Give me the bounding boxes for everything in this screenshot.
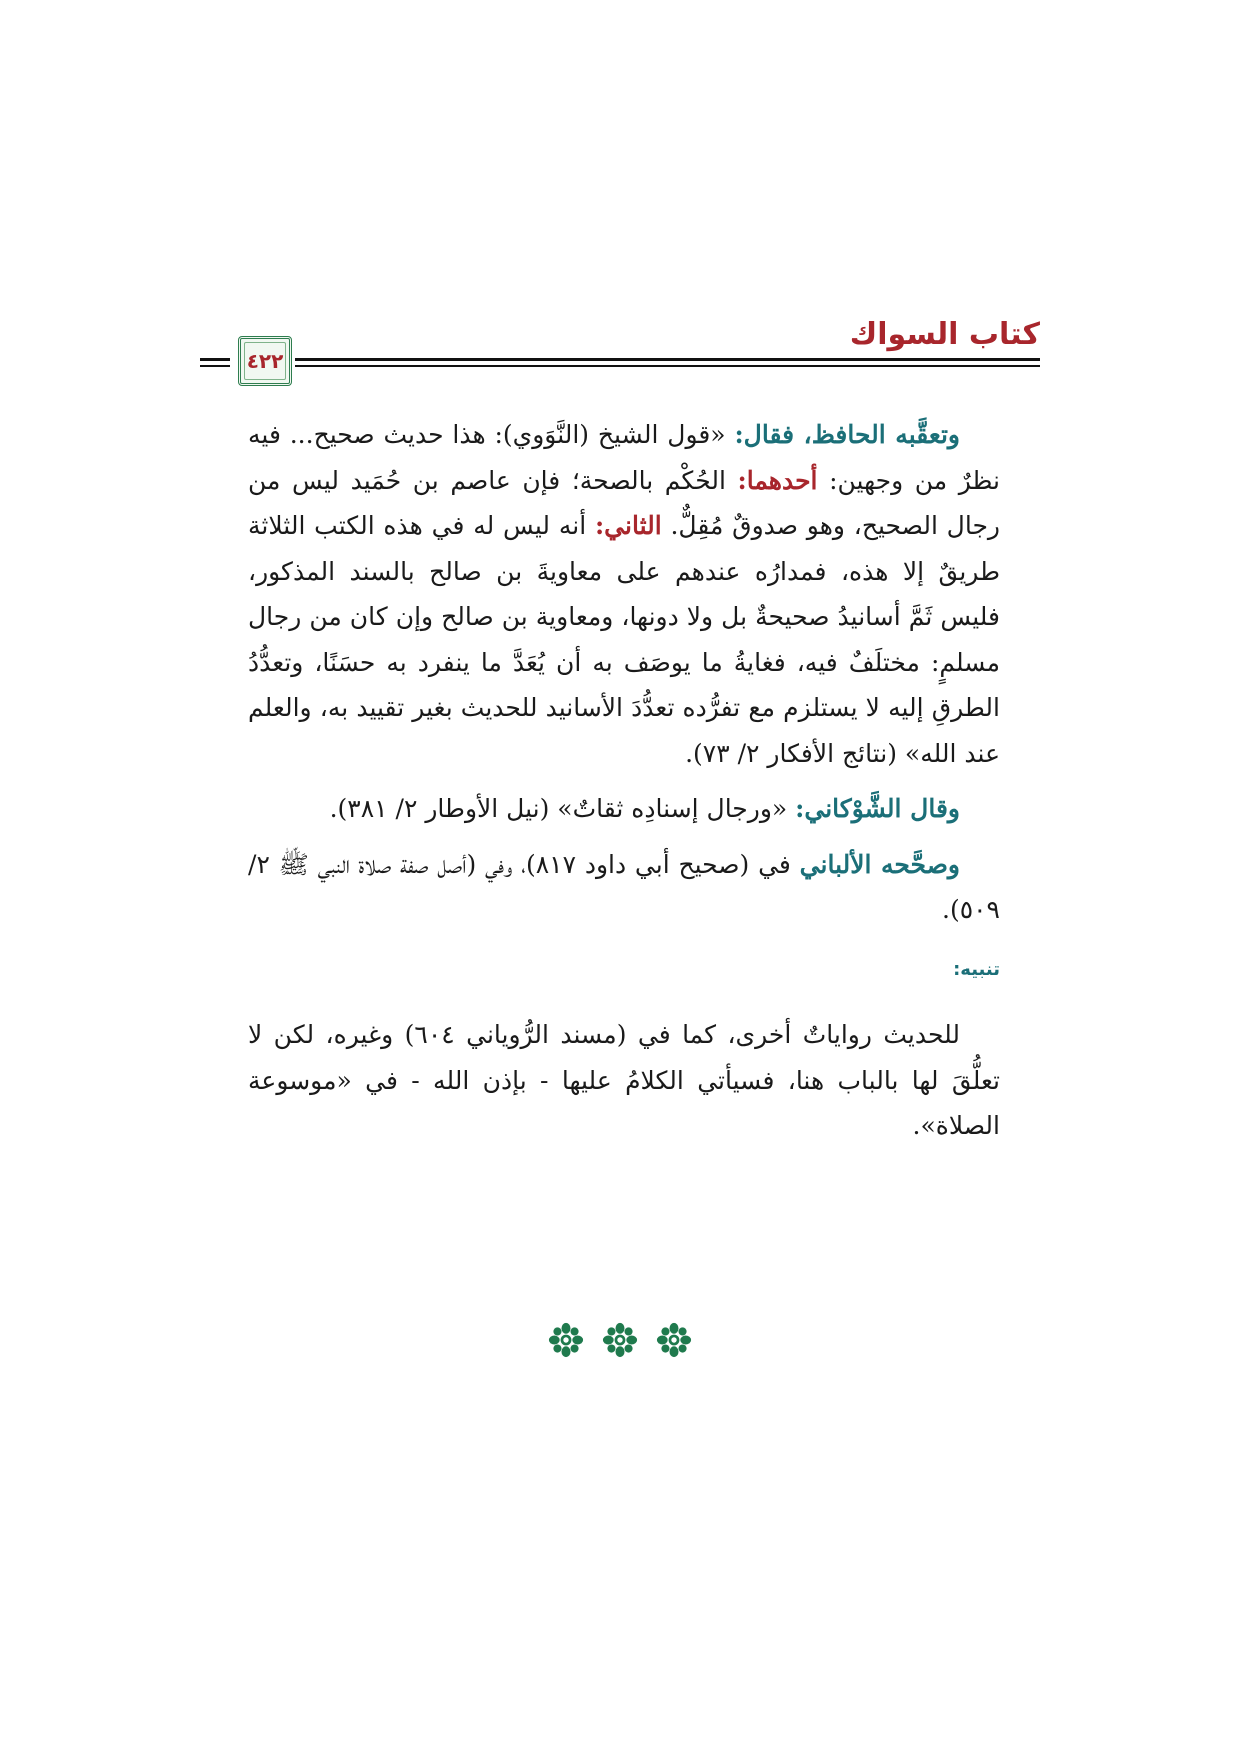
paragraph-text: أنه ليس له في هذه الكتب الثلاثة طريقٌ إلا هذه، فمدارُه عندهم على معاويةَ بن صالح بالسند المذكور، فليس ثَمَّ أسانيدُ صحيحةٌ بل ولا دونها، ومعاوية بن صالح وإن كان من رجال مسلمٍ: مختلَفٌ فيه، فغايةُ ما يوصَف به أن يُعَدَّ ما ينفرد به حسَنًا، وتعدُّدُ الطرقِ إليه لا يستلزم مع تفرُّده تعدُّدَ الأسانيد للحديث بغير تقييد به، والعلم عند الله» (نتائج الأفكار ٢/ ٧٣). [248, 511, 1000, 768]
page-number-frame [238, 336, 292, 386]
note-paragraph: للحديث رواياتٌ أخرى، كما في (مسند الرُّوياني ٦٠٤) وغيره، لكن لا تعلُّقَ لها بالباب هنا، فسيأتي الكلامُ عليها - بإذن الله - في «موسوعة الصلاة». [248, 1020, 1000, 1140]
paragraph-text: «قول الشيخ (النَّوَوي): هذا حديث صحيح... فيه نظرٌ من وجهين: [248, 420, 1000, 495]
paragraph-lead: وتعقَّبه الحافظ، فقال: [734, 420, 960, 449]
page-header [200, 318, 1040, 390]
rosette-ornament-icon [602, 1322, 638, 1358]
paragraph-shawkani [248, 786, 1000, 832]
paragraph-lead: وصحَّحه الألباني [799, 849, 960, 879]
header-rule [295, 358, 1040, 370]
point-marker-first: أحدهما: [737, 465, 818, 495]
paragraph-text: في (صحيح أبي داود ٨١٧)، وفي (أصل صفة صلاة النبي ﷺ ٢/ ٥٠٩). [248, 849, 1000, 924]
paragraph-albani [248, 842, 1000, 933]
paragraph-text: الحُكْم بالصحة؛ فإن عاصم بن حُمَيد ليس من رجال الصحيح، وهو صدوقٌ مُقِلٌّ. [248, 465, 1000, 540]
paragraph-lead: وقال الشَّوْكاني: [795, 794, 960, 823]
header-rule-tail [200, 358, 230, 370]
paragraph-text: «ورجال إسنادِه ثقاتٌ» (نيل الأوطار ٢/ ٣٨١). [329, 794, 796, 823]
rosette-ornament-icon [656, 1322, 692, 1358]
paragraph-hafiz [248, 412, 1000, 776]
rosette-ornament-icon [548, 1322, 584, 1358]
book-title: كتاب السواك [849, 317, 1040, 352]
page-number: ٤٢٢ [246, 349, 284, 373]
section-end-ornaments [520, 1322, 720, 1362]
point-marker-second: الثاني: [594, 511, 662, 540]
note-heading: تنبيه: [953, 958, 1000, 980]
page-body [248, 412, 1000, 1159]
